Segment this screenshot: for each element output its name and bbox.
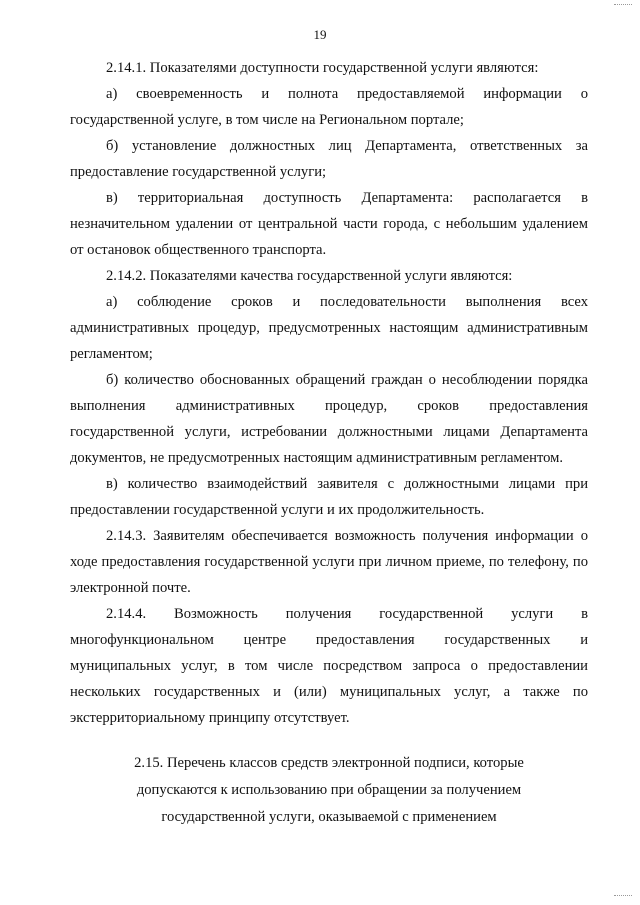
heading-line: государственной услуги, оказываемой с применением <box>161 809 497 825</box>
scan-edge-mark <box>614 4 632 7</box>
paragraph-2-14-2: 2.14.2. Показателями качества государственной услуги являются: <box>106 268 513 284</box>
paragraph-2-14-1-c: в) территориальная доступность Департамента: располагается в незначительном удалении от центральной части города, с небольшим удалением от остановок общественного транспорта. <box>70 190 588 258</box>
body-text <box>70 55 588 731</box>
paragraph-2-14-1-b: б) установление должностных лиц Департамента, ответственных за предоставление государственной услуги; <box>70 138 588 180</box>
heading-line: 2.15. Перечень классов средств электронной подписи, которые <box>134 755 524 771</box>
paragraph-2-14-1-a: а) своевременность и полнота предоставляемой информации о государственной услуге, в том числе на Региональном портале; <box>70 86 588 128</box>
page-number: 19 <box>313 27 327 42</box>
heading-line: допускаются к использованию при обращении за получением <box>136 782 522 798</box>
paragraph-2-14-2-a: а) соблюдение сроков и последовательности выполнения всех административных процедур, предусмотренных настоящим административным регламентом; <box>70 294 588 362</box>
paragraph-2-14-3: 2.14.3. Заявителям обеспечивается возможность получения информации о ходе предоставления государственной услуги при личном приеме, по телефону, по электронной почте. <box>70 528 588 596</box>
paragraph-2-14-2-c: в) количество взаимодействий заявителя с должностными лицами при предоставлении государственной услуги и их продолжительность. <box>70 476 588 518</box>
paragraph-2-14-4: 2.14.4. Возможность получения государственной услуги в многофункциональном центре предоставления государственных и муниципальных услуг, в том числе посредством запроса о предоставлении нескольких государственных и (или) муниципальных услуг, а также по экстерриториальному принципу отсутствует. <box>70 606 588 726</box>
section-heading-2-15 <box>70 750 588 831</box>
paragraph-2-14-2-b: б) количество обоснованных обращений граждан о несоблюдении порядка выполнения административных процедур, сроков предоставления государственной услуги, истребовании должностными лицами Департамента документов, не предусмотренных настоящим административным регламентом. <box>70 372 588 466</box>
scan-edge-mark <box>614 895 632 898</box>
paragraph-2-14-1: 2.14.1. Показателями доступности государственной услуги являются: <box>106 60 539 76</box>
